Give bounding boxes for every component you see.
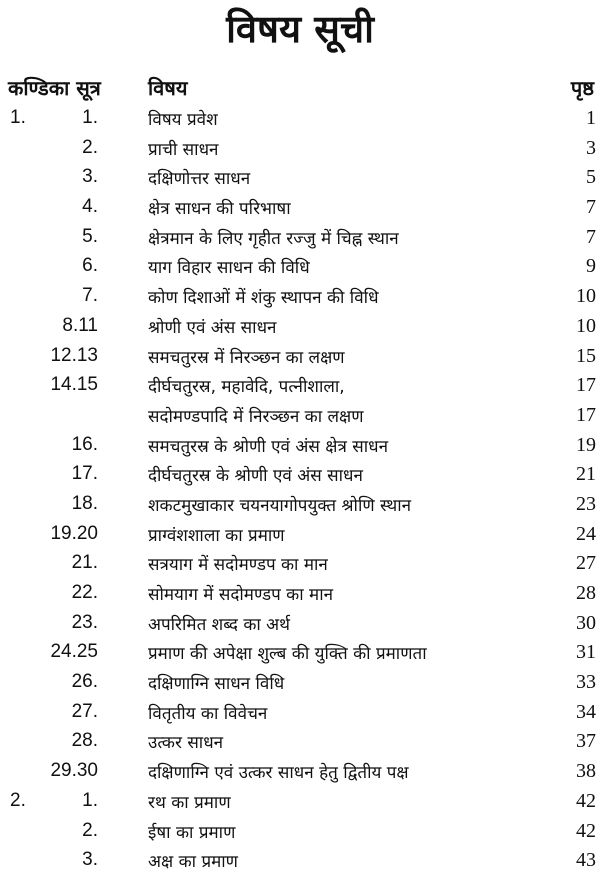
page-number: 9 xyxy=(586,255,596,278)
contents-entry xyxy=(0,846,600,876)
entry-subject: प्राग्वंशशाला का प्रमाण xyxy=(148,525,285,546)
entry-subject: अपरिमित शब्द का अर्थ xyxy=(148,614,291,635)
contents-entry xyxy=(0,342,600,372)
sutra-number: 12.13 xyxy=(50,344,98,366)
entry-subject: समचतुरस्र में निरञ्छन का लक्षण xyxy=(148,347,345,368)
entry-subject: क्षेत्रमान के लिए गृहीत रज्जु में चिह्न स्थान xyxy=(148,228,399,249)
entry-subject: कोण दिशाओं में शंकु स्थापन की विधि xyxy=(148,288,379,309)
page-number: 7 xyxy=(586,225,596,248)
contents-entry xyxy=(0,757,600,787)
page-number: 23 xyxy=(576,492,596,515)
page-number: 38 xyxy=(576,760,596,783)
entry-subject: ईषा का प्रमाण xyxy=(148,822,236,843)
contents-entry xyxy=(0,579,600,609)
contents-entry xyxy=(0,282,600,312)
contents-entry xyxy=(0,490,600,520)
entry-subject: प्राची साधन xyxy=(148,139,219,160)
page-number: 31 xyxy=(576,641,596,664)
header-subject: विषय xyxy=(148,76,188,100)
page-number: 33 xyxy=(576,671,596,694)
entry-subject: समचतुरस्र के श्रोणी एवं अंस क्षेत्र साधन xyxy=(148,436,389,457)
sutra-number: 7. xyxy=(82,285,98,307)
sutra-number: 18. xyxy=(71,492,98,514)
contents-entry xyxy=(0,193,600,223)
contents-entry xyxy=(0,134,600,164)
page-number: 30 xyxy=(576,611,596,634)
page-number: 19 xyxy=(576,433,596,456)
page-number: 42 xyxy=(576,789,596,812)
entry-subject: दक्षिणाग्नि एवं उत्कर साधन हेतु द्वितीय पक्ष xyxy=(148,763,409,784)
contents-entry xyxy=(0,727,600,757)
entry-subject: क्षेत्र साधन की परिभाषा xyxy=(148,199,291,220)
entry-subject: रथ का प्रमाण xyxy=(148,792,231,813)
sutra-number: 3. xyxy=(82,849,98,871)
kandika-number: 2. xyxy=(10,789,26,811)
sutra-number: 22. xyxy=(71,582,98,603)
entry-subject: दीर्घचतुरस्र, महावेदि, पत्नीशाला, xyxy=(148,377,345,398)
contents-entry xyxy=(0,609,600,639)
contents-entry xyxy=(0,817,600,847)
page-number: 10 xyxy=(576,285,596,308)
sutra-number: 23. xyxy=(71,611,98,633)
page-number: 27 xyxy=(576,552,596,575)
sutra-number: 3. xyxy=(82,166,98,188)
contents-entry xyxy=(0,698,600,728)
sutra-number: 4. xyxy=(82,196,98,218)
sutra-number: 28. xyxy=(71,730,98,752)
contents-entry xyxy=(0,371,600,401)
contents-entry xyxy=(0,549,600,579)
entry-subject: दीर्घचतुरस्र के श्रोणी एवं अंस साधन xyxy=(148,466,363,487)
sutra-number: 6. xyxy=(82,255,98,277)
contents-entry xyxy=(0,223,600,253)
contents-entry xyxy=(0,787,600,817)
page-number: 17 xyxy=(576,403,596,426)
entry-subject: याग विहार साधन की विधि xyxy=(148,258,310,279)
contents-list xyxy=(0,104,600,876)
page-number: 7 xyxy=(586,196,596,219)
entry-subject: सदोमण्डपादि में निरञ्छन का लक्षण xyxy=(148,406,364,427)
contents-entry xyxy=(0,431,600,461)
page-title: विषय सूची xyxy=(226,7,374,51)
entry-subject: विषय प्रवेश xyxy=(148,110,218,130)
sutra-number: 26. xyxy=(71,671,98,693)
entry-subject: उत्कर साधन xyxy=(148,733,224,754)
page-number: 43 xyxy=(576,849,596,872)
entry-subject: वितृतीय का विवेचन xyxy=(148,703,268,724)
kandika-number: 1. xyxy=(10,107,26,128)
sutra-number: 5. xyxy=(82,225,98,247)
page-number: 15 xyxy=(576,344,596,367)
contents-entry xyxy=(0,104,600,134)
sutra-number: 29.30 xyxy=(50,760,98,782)
page-number: 34 xyxy=(576,700,596,723)
page-number: 3 xyxy=(586,136,596,159)
header-kandika-sutra: कण्डिका सूत्र xyxy=(8,76,101,100)
contents-entry xyxy=(0,163,600,193)
entry-subject: अक्ष का प्रमाण xyxy=(148,852,238,873)
page-number: 37 xyxy=(576,730,596,753)
sutra-number: 19.20 xyxy=(50,522,98,544)
sutra-number: 8.11 xyxy=(62,314,98,336)
entry-subject: प्रमाण की अपेक्षा शुल्ब की युक्ति की प्रमाणता xyxy=(148,644,427,665)
entry-subject: श्रोणी एवं अंस साधन xyxy=(148,317,277,338)
sutra-number: 24.25 xyxy=(50,641,98,663)
sutra-number: 1. xyxy=(82,789,98,811)
page-number: 28 xyxy=(576,582,596,604)
page-number: 17 xyxy=(576,374,596,397)
contents-entry xyxy=(0,401,600,431)
sutra-number: 17. xyxy=(71,463,98,485)
page-number: 21 xyxy=(576,463,596,486)
sutra-number: 2. xyxy=(82,136,98,158)
entry-subject: दक्षिणोत्तर साधन xyxy=(148,169,251,190)
page-number: 5 xyxy=(586,166,596,189)
contents-entry xyxy=(0,252,600,282)
contents-entry xyxy=(0,520,600,550)
sutra-number: 16. xyxy=(71,433,98,455)
entry-subject: शकटमुखाकार चयनयागोपयुक्त श्रोणि स्थान xyxy=(148,495,412,516)
header-page: पृष्ठ xyxy=(570,76,594,100)
page-number: 10 xyxy=(576,314,596,337)
page-number: 1 xyxy=(586,107,596,129)
entry-subject: दक्षिणाग्नि साधन विधि xyxy=(148,674,285,695)
contents-entry xyxy=(0,460,600,490)
entry-subject: सत्रयाग में सदोमण्डप का मान xyxy=(148,555,328,576)
sutra-number: 14.15 xyxy=(50,374,98,396)
contents-entry xyxy=(0,638,600,668)
contents-entry xyxy=(0,312,600,342)
sutra-number: 27. xyxy=(71,700,98,722)
sutra-number: 1. xyxy=(82,107,98,128)
entry-subject: सोमयाग में सदोमण्डप का मान xyxy=(148,585,334,605)
sutra-number: 21. xyxy=(71,552,98,574)
page-number: 24 xyxy=(576,522,596,545)
contents-entry xyxy=(0,668,600,698)
sutra-number: 2. xyxy=(82,819,98,841)
page-number: 42 xyxy=(576,819,596,842)
